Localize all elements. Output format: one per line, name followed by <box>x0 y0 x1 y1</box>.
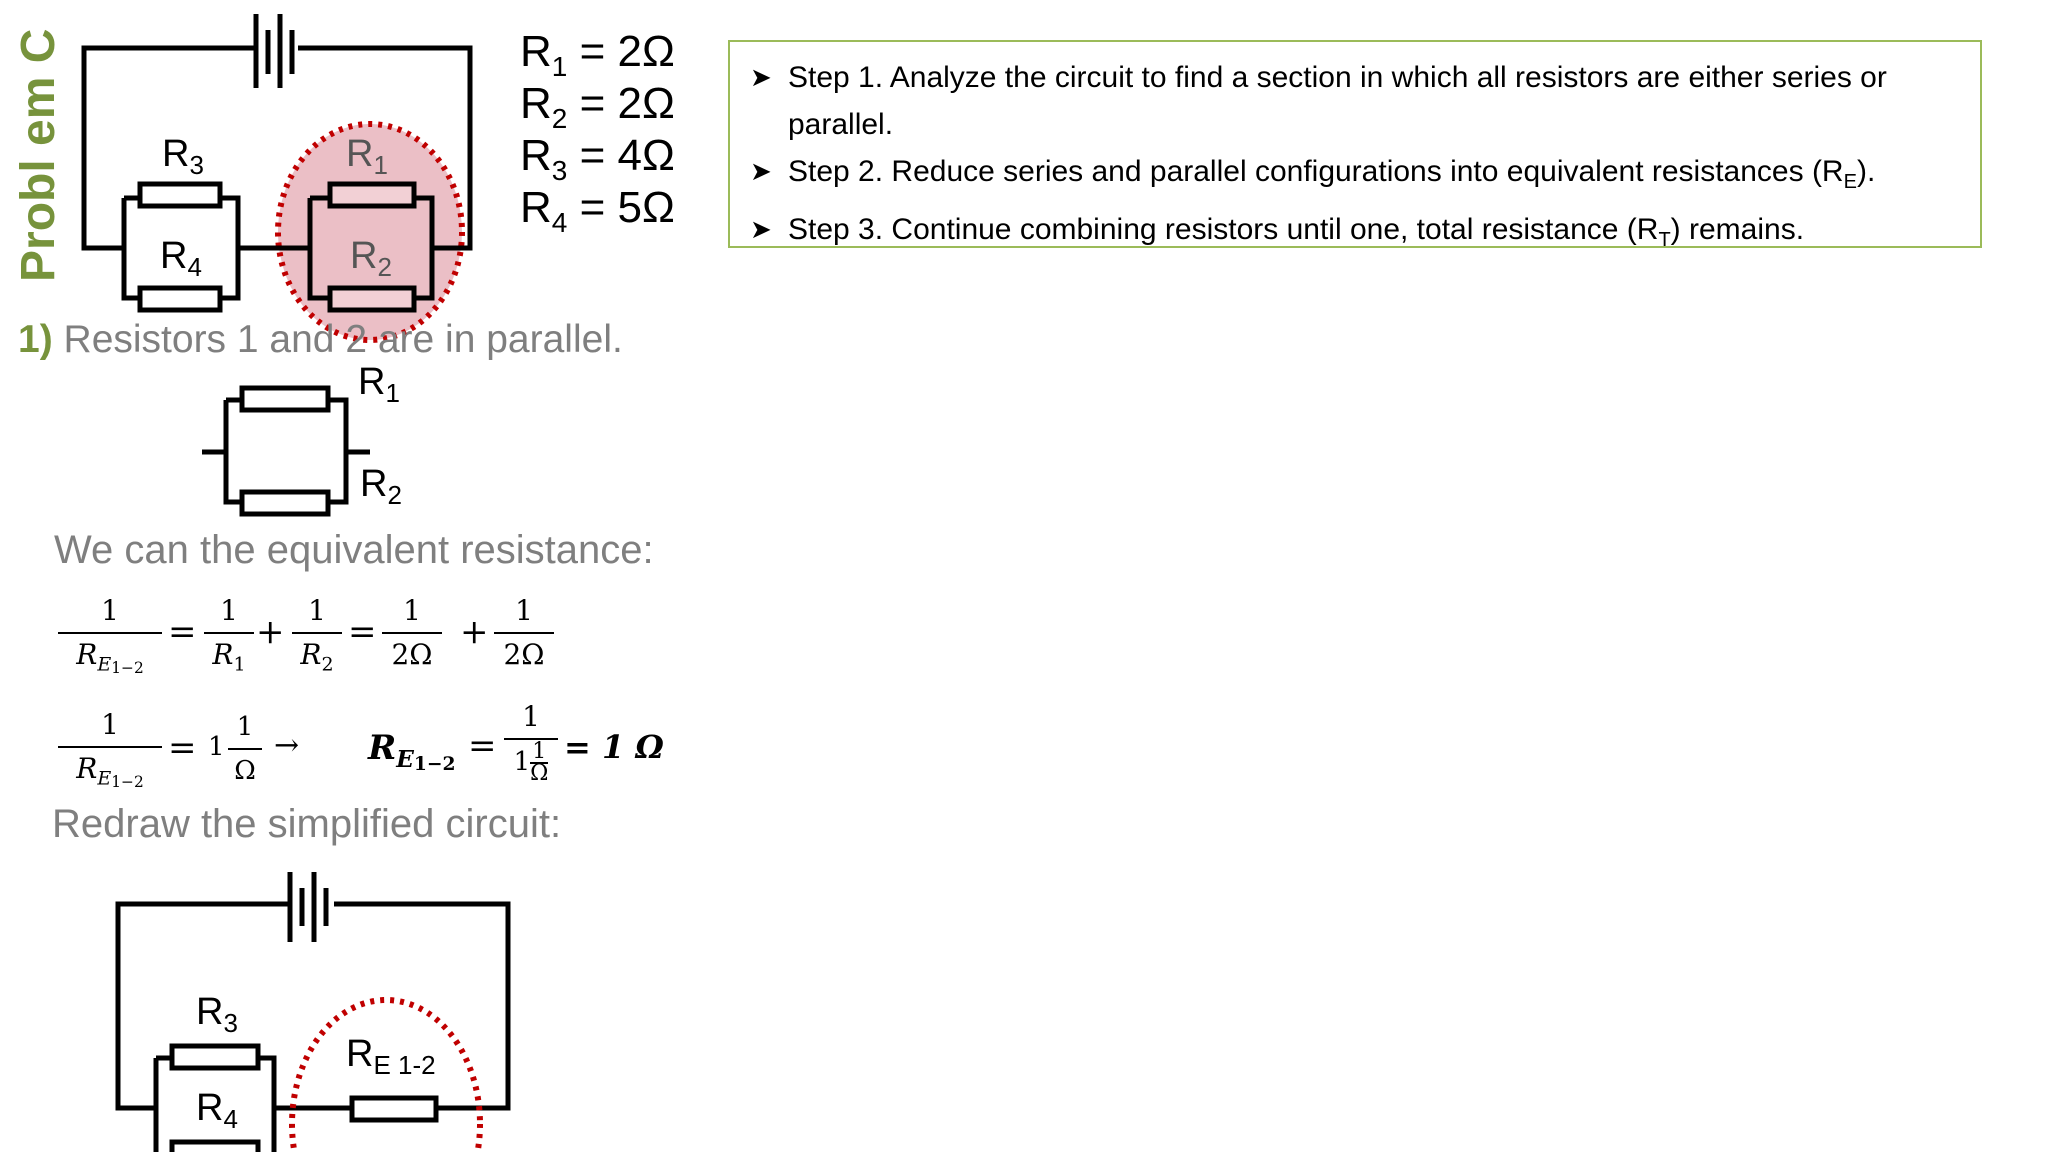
bullet-arrow-icon: ➤ <box>750 156 772 186</box>
resistor-r4 <box>140 288 220 310</box>
resistor-r2 <box>330 288 414 310</box>
resistor-re12 <box>352 1098 436 1120</box>
original-circuit <box>0 0 480 350</box>
resistor-r3 <box>140 184 220 206</box>
simp-label-re12: $R_{E 1-2}$ <box>346 1033 436 1080</box>
label-r3: $R_3$ <box>162 133 204 180</box>
simp-label-r3: $R_3$ <box>196 991 238 1038</box>
arrow-icon: → <box>274 728 300 763</box>
resistor-r4-simplified <box>172 1142 258 1152</box>
steps-box <box>728 40 1982 251</box>
equation-1: 1 $R_{E1-2}$ = 1 $R_1$ + 1 $R_2$ = 1 2Ω + 1 2Ω <box>58 592 578 692</box>
resistor-r1 <box>330 184 414 206</box>
simp-label-r4: $R_4$ <box>196 1087 238 1134</box>
parallel-diagram <box>190 360 430 530</box>
resistor-r3-simplified <box>172 1046 258 1068</box>
small-label-r2: $R_2$ <box>360 463 402 510</box>
value-r4: $R_4 = 5\Omega$ <box>520 183 675 238</box>
value-r2: $R_2 = 2\Omega$ <box>520 79 675 134</box>
value-r3: $R_3 = 4\Omega$ <box>520 131 675 186</box>
label-r4: $R_4$ <box>160 235 202 282</box>
simplified-circuit <box>0 860 560 1152</box>
step-3: ➤ Step 3. Continue combining resistors until one, total resistance $(R_T)$ remains. <box>750 206 1960 264</box>
small-label-r1: $R_1$ <box>358 361 400 408</box>
resistor-values <box>520 26 675 238</box>
label-r1: $R_1$ <box>346 133 388 180</box>
step-1: ➤ Step 1. Analyze the circuit to find a section in which all resistors are either series or parallel. <box>750 54 1960 148</box>
equation-2: 1 $R_{E1-2}$ = 1 1 Ω → $R_{E1-2}$ = 1 1 $\frac{1}{\Omega}$ = 1 Ω <box>58 706 678 816</box>
redraw-heading: Redraw the simplified circuit: <box>52 802 562 846</box>
equiv-heading: We can the equivalent resistance: <box>54 528 654 572</box>
step1-sentence: 1) Resistors 1 and 2 are in parallel. <box>18 318 623 361</box>
bullet-arrow-icon: ➤ <box>750 214 772 244</box>
bullet-arrow-icon: ➤ <box>750 62 772 92</box>
step-2: ➤ Step 2. Reduce series and parallel configurations into equivalent resistances $(R_E)$. <box>750 148 1960 206</box>
label-r2: $R_2$ <box>350 235 392 282</box>
problem-title: Probl em C <box>12 28 65 282</box>
value-r1: $R_1 = 2\Omega$ <box>520 27 675 82</box>
